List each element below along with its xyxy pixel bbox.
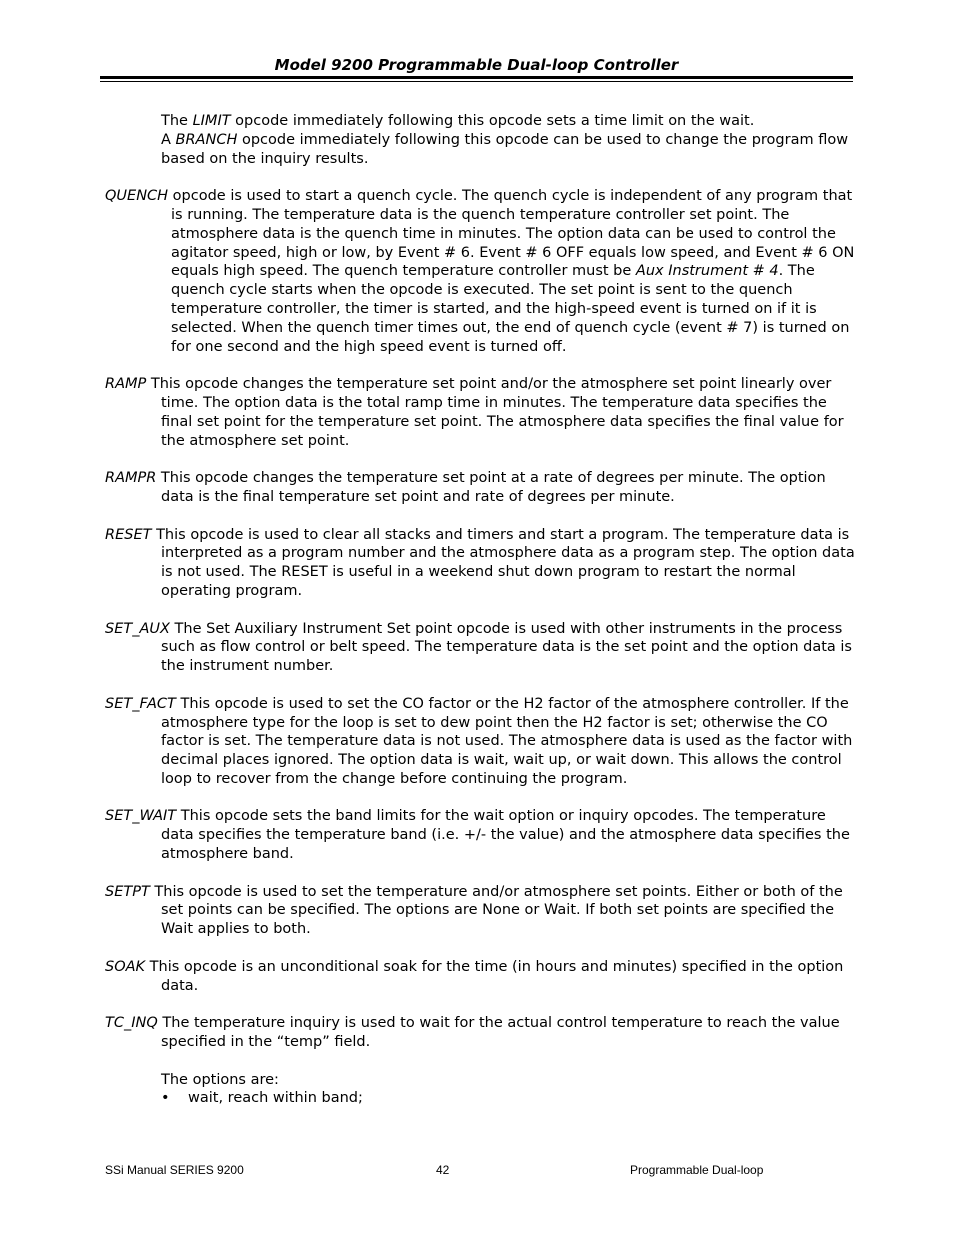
opcode-term: SET_WAIT xyxy=(105,808,177,825)
intro-text: opcode immediately following this opcode can be used to change the program flow based on the inquiry results. xyxy=(161,131,849,167)
entry-set-wait xyxy=(105,807,855,863)
entry-soak xyxy=(105,958,855,996)
opcode-description: opcode is used to start a quench cycle. The quench cycle is independent of any program that is running. The temperature data is the quench temperature controller set point. The atmosphere data is the quench time in minutes. The option data can be used to control the agitator speed, high or low, by Event # 6. Event # 6 OFF equals low speed, and Event # 6 ON equals high speed. The quench temperature controller must be xyxy=(168,188,855,280)
entry-ramp xyxy=(105,375,855,450)
intro-paragraph xyxy=(161,112,855,168)
opcode-description-italic: Aux Instrument # 4 xyxy=(635,263,779,280)
opcode-description: This opcode is used to set the temperature and/or atmosphere set points. Either or both of the set points can be specified. The options are None or Wait. If both set points are specified the Wait applies to both. xyxy=(149,883,843,938)
intro-line-branch xyxy=(161,131,855,169)
intro-line-limit xyxy=(161,112,855,131)
entry-reset xyxy=(105,526,855,601)
entry-set-aux xyxy=(105,620,855,676)
opcode-description: This opcode changes the temperature set point and/or the atmosphere set point linearly over time. The option data is the total ramp time in minutes. The temperature data specifies the final set point for the temperature set point. The atmosphere data specifies the final value for the atmosphere set point. xyxy=(146,376,844,449)
entry-rampr xyxy=(105,469,855,507)
opcode-term: RAMPR xyxy=(105,470,157,487)
opcode-term: RAMP xyxy=(105,376,147,393)
opcode-description: This opcode is used to set the CO factor or the H2 factor of the atmosphere controller. If the atmosphere type for the loop is set to dew point then the H2 factor is set; otherwise the CO factor is set. The temperature data is not used. The atmosphere data is used as the factor with decimal places ignored. The option data is wait, wait up, or wait down. This allows the control loop to recover from the change before continuing the program. xyxy=(161,695,853,787)
opcode-description: This opcode changes the temperature set point at a rate of degrees per minute. The option data is the final temperature set point and rate of degrees per minute. xyxy=(156,470,826,505)
opcode-description: This opcode is an unconditional soak for the time (in hours and minutes) specified in the option data. xyxy=(145,958,844,994)
opcode-term: TC_INQ xyxy=(105,1015,158,1032)
entry-tc-inq xyxy=(105,1014,855,1052)
entry-setpt xyxy=(105,883,855,939)
opcode-term: SOAK xyxy=(105,958,146,975)
options-list-item xyxy=(161,1089,855,1108)
opcode-term: SET_AUX xyxy=(105,620,170,637)
header-rule-thin xyxy=(100,81,853,82)
opcode-term: SETPT xyxy=(105,883,150,900)
opcode-term: RESET xyxy=(105,526,152,543)
opcode-description: This opcode is used to clear all stacks and timers and start a program. The temperature data is interpreted as a program number and the atmosphere data as a program step. The option data is not used. The RESET is useful in a weekend shut down program to restart the normal operating program. xyxy=(151,526,855,599)
footer-manual-title: SSi Manual SERIES 9200 xyxy=(105,1163,244,1177)
limit-term: LIMIT xyxy=(192,113,231,129)
opcode-term: QUENCH xyxy=(105,188,169,205)
entry-set-fact xyxy=(105,695,855,789)
option-text: wait, reach within band; xyxy=(188,1090,363,1107)
footer-section-title: Programmable Dual-loop xyxy=(630,1163,764,1177)
branch-term: BRANCH xyxy=(175,131,238,148)
entry-quench xyxy=(105,187,855,356)
opcode-description: This opcode sets the band limits for the wait option or inquiry opcodes. The temperature data specifies the temperature band (i.e. +/- the value) and the atmosphere data specifies the atmosphere band. xyxy=(161,808,850,863)
opcode-description: The temperature inquiry is used to wait for the actual control temperature to reach the value specified in the “temp” field. xyxy=(157,1015,840,1051)
header-rule-thick xyxy=(100,76,853,79)
options-heading: The options are: xyxy=(161,1071,279,1088)
footer-page-number: 42 xyxy=(436,1163,450,1177)
intro-text: A xyxy=(161,131,176,148)
intro-text: opcode immediately following this opcode sets a time limit on the wait. xyxy=(230,113,755,129)
page-header-title: Model 9200 Programmable Dual-loop Controller xyxy=(274,56,679,74)
opcode-term: SET_FACT xyxy=(105,695,176,712)
opcode-description: . The quench cycle starts when the opcode is executed. The set point is sent to the quench temperature controller, the timer is started, and the high-speed event is turned on if it is selected. When the quench timer times out, the end of quench cycle (event # 7) is turned on for one second and the high speed event is turned off. xyxy=(171,263,850,355)
intro-text: The xyxy=(161,113,193,129)
opcode-description: The Set Auxiliary Instrument Set point opcode is used with other instruments in the process such as flow control or belt speed. The temperature data is the set point and the option data is the instrument number. xyxy=(161,620,852,675)
bullet-icon: • xyxy=(161,1090,170,1107)
document-body xyxy=(105,112,855,1108)
